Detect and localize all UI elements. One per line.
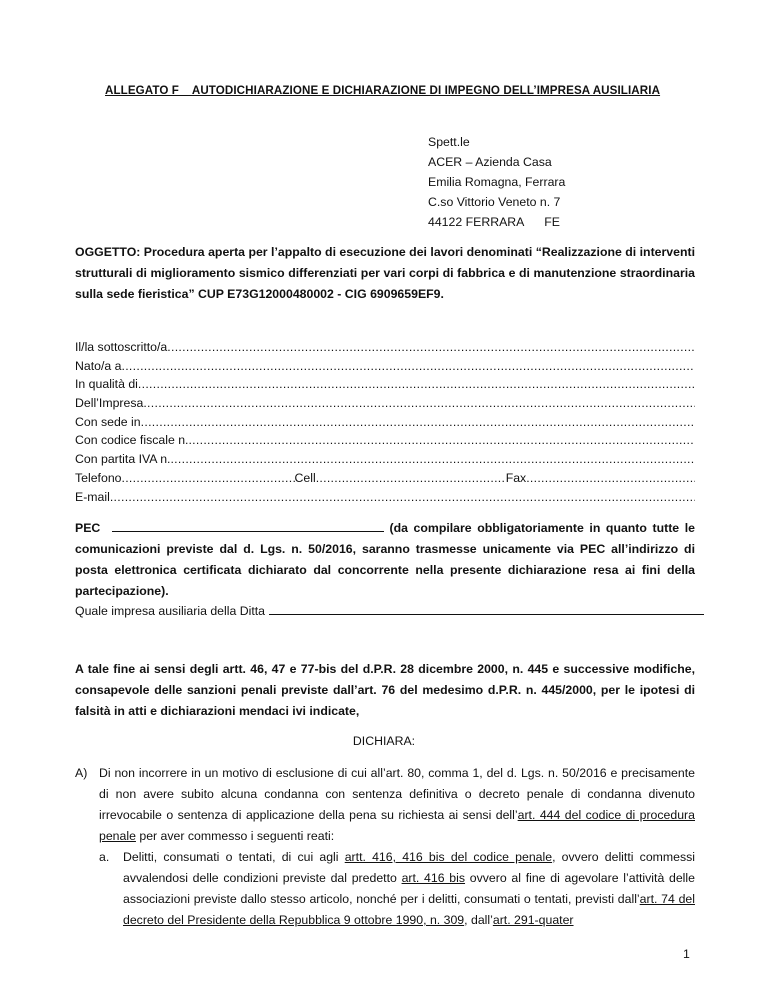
pec-note: (da compilare obbligatoriamente in quanto tutte le comunicazioni previste dal d. Lgs. n. 50/2016, saranno trasmesse unicamente via PEC all’indirizzo di posta elettronica certificata dichiarato dal concorrente nella presente dichiarazione resa ai fini della partecipazione). (75, 521, 695, 598)
declarant-fields (75, 338, 695, 506)
field-label: Con codice fiscale n. (75, 433, 189, 448)
law-reference: art. 416 bis (401, 871, 466, 885)
field-label: Nato/a a (75, 358, 122, 373)
law-reference: art. 444 del codice di procedura penale (99, 808, 695, 843)
address-line: Emilia Romagna, Ferrara (428, 175, 566, 189)
subject-paragraph: OGGETTO: Procedura aperta per l’appalto di esecuzione dei lavori denominati “Realizzazione di interventi strutturali di miglioramento sismico differenziati per vari corpi di fabbrica e di manutenzione straordinaria sulla sede fieristica” CUP E73G12000480002 - CIG 6909659EF9. (75, 245, 695, 301)
field-label: Dell’Impresa (75, 396, 144, 411)
page-number: 1 (683, 947, 690, 961)
ausiliaria-fill-line[interactable] (269, 603, 704, 615)
ausiliaria-line (75, 603, 704, 618)
pec-fill-line[interactable] (112, 520, 384, 532)
document-title: ALLEGATO F AUTODICHIARAZIONE E DICHIARAZIONE DI IMPEGNO DELL’IMPRESA AUSILIARIA (105, 84, 661, 97)
field-label: Con sede in (75, 414, 141, 429)
list-item (75, 763, 695, 847)
fill-line-telefono[interactable] (122, 469, 295, 488)
field-codice-fiscale[interactable] (75, 431, 695, 450)
field-label: Telefono (75, 470, 122, 485)
list-subitem (75, 847, 695, 931)
item-text-part: ovvero al fine di agevolare l’attività delle associazioni previste dallo stesso articolo, nonché per i delitti, consumati o tentati, previsti dall’ (123, 871, 695, 906)
field-qualita[interactable] (75, 375, 695, 394)
item-text-part: per aver commesso i seguenti reati: (135, 829, 335, 843)
field-sede[interactable] (75, 413, 695, 432)
fill-line[interactable] (110, 488, 695, 507)
field-contacts[interactable] (75, 469, 695, 488)
pec-paragraph (75, 518, 695, 602)
fill-line[interactable] (138, 375, 695, 394)
item-marker: A) (75, 766, 88, 780)
law-reference: artt. 416, 416 bis del codice penale (344, 850, 553, 864)
field-email[interactable] (75, 488, 695, 507)
field-label: In qualità di (75, 377, 138, 392)
fill-line[interactable] (188, 431, 695, 450)
address-line: ACER – Azienda Casa (428, 155, 552, 169)
fill-line[interactable] (167, 338, 695, 357)
item-text (99, 763, 695, 847)
fill-line[interactable] (141, 413, 695, 432)
item-text-part: , dall’ (464, 913, 493, 927)
fill-line[interactable] (170, 450, 695, 469)
item-text-part: Di non incorrere in un motivo di esclusione di cui all’art. 80, comma 1, del d. Lgs. n. 50/2016 e precisamente di non avere subito alcuna condanna con sentenza definitiva o decreto penale di condanna divenuto irrevocabile o sentenza di applicazione della pena su richiesta ai sensi dell’ (99, 766, 695, 822)
law-reference: art. 291-quater (492, 913, 574, 927)
recipient-address (428, 132, 565, 232)
declaration-list (75, 763, 695, 931)
address-line: 44122 FERRARA FE (428, 215, 560, 229)
field-sottoscritto[interactable] (75, 338, 695, 357)
address-line: C.so Vittorio Veneto n. 7 (428, 195, 561, 209)
item-text (123, 847, 695, 931)
address-line: Spett.le (428, 135, 470, 149)
field-label: E-mail (75, 489, 110, 504)
field-label: Cell (294, 470, 316, 485)
field-label: Con partita IVA n. (75, 452, 171, 467)
fill-line-fax[interactable] (526, 469, 695, 488)
law-reference: art. 74 del decreto del Presidente della Repubblica 9 ottobre 1990, n. 309 (123, 892, 695, 927)
field-label: Il/la sottoscritto/a (75, 340, 168, 354)
dichiara-heading: DICHIARA: (352, 734, 416, 748)
field-nato[interactable] (75, 357, 695, 376)
declaration-premise: A tale fine ai sensi degli artt. 46, 47 e 77-bis del d.P.R. 28 dicembre 2000, n. 445 e successive modifiche, consapevole delle sanzioni penali previste dall’art. 76 del medesimo d.P.R. n. 445/2000, per le ipotesi di falsità in atti e dichiarazioni mendaci ivi indicate, (75, 662, 695, 718)
field-partita-iva[interactable] (75, 450, 695, 469)
fill-line[interactable] (122, 357, 696, 376)
fill-line-cell[interactable] (316, 469, 506, 488)
pec-label: PEC (75, 521, 101, 535)
field-impresa[interactable] (75, 394, 695, 413)
item-text-part: Delitti, consumati o tentati, di cui agli (123, 850, 345, 864)
ausiliaria-label: Quale impresa ausiliaria della Ditta (75, 604, 266, 618)
item-text-part: , ovvero delitti commessi avvalendosi delle condizioni previste dal predetto (123, 850, 696, 885)
field-label: Fax (505, 470, 527, 485)
item-marker: a. (99, 850, 110, 864)
fill-line[interactable] (143, 394, 695, 413)
